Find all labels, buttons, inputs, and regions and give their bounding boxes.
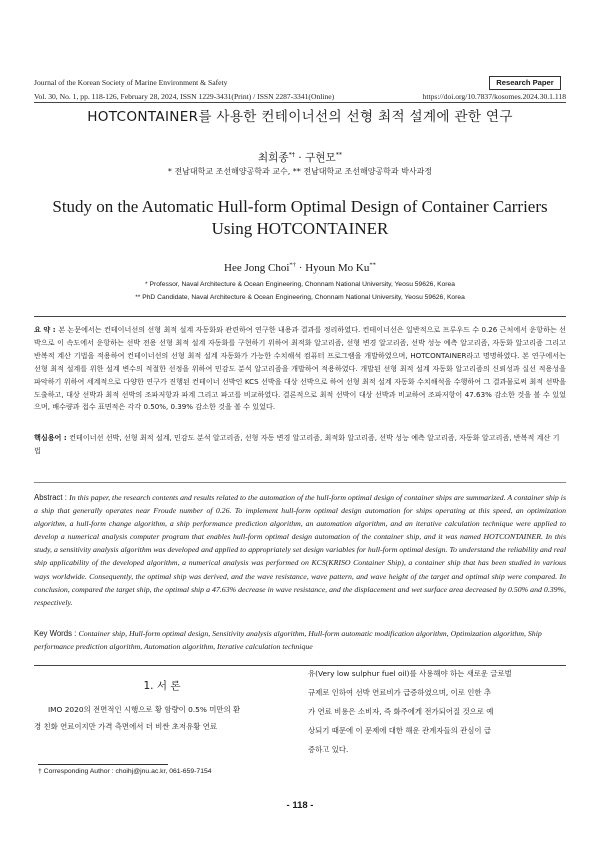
abstract-top-rule (34, 316, 566, 317)
korean-title: HOTCONTAINER를 사용한 컨테이너선의 선형 최적 설계에 관한 연구 (87, 109, 513, 125)
dagger-mark: † (38, 768, 42, 775)
korean-affiliation: * 전남대학교 조선해양공학과 교수, ** 전남대학교 조선해양공학과 박사과정 (167, 167, 433, 176)
korean-author-separator: · (294, 152, 306, 164)
left-column-line-2: 경 친화 연료이지만 가격 측면에서 더 비싼 초저유황 연료 (34, 722, 218, 731)
english-abstract-label: Abstract : (34, 493, 70, 502)
english-author-2-mark: ** (369, 261, 376, 269)
doi-link[interactable]: https://doi.org/10.7837/kosomes.2024.30.1.118 (422, 92, 566, 101)
korean-abstract (34, 324, 566, 414)
footnote-rule (38, 764, 168, 765)
keywords-rule (34, 482, 566, 483)
korean-authors (0, 150, 600, 165)
volume-issn-line: Vol. 30, No. 1, pp. 118-126, February 28, 2024, ISSN 1229-3431(Print) / ISSN 2287-3341(Online) (34, 92, 335, 101)
korean-abstract-label: 요 약 : (34, 325, 59, 334)
right-column-line-3: 가 연료 비용은 소비자, 즉 화주에게 전가되어질 것으로 예 (308, 707, 494, 716)
left-column-line-1: IMO 2020의 전면적인 시행으로 황 함량이 0.5% 미만의 환 (48, 705, 241, 714)
korean-keywords-text: 컨테이너선 선박, 선형 최적 설계, 민감도 분석 알고리즘, 선형 자동 변경 알고리즘, 최적화 알고리즘, 선박 성능 예측 알고리즘, 자동화 알고리즘, 반복적 계산 기법 (34, 433, 560, 455)
korean-keywords-label: 핵심용어 : (34, 433, 70, 442)
korean-keywords (34, 432, 566, 458)
english-abstract-text: In this paper, the research contents and results related to the automation of the hull-form optimal design of container ships are summarized. A container ship is a ship that generally operates near Froude number of 0.26. To implement hull-form optimal design automation for ships operating at this speed, an optimization algorithm, a hull-form change algorithm, a ship performance prediction algorithm, an automation algorithm, and an iterative calculation technique were applied to develop a numerical analysis computer program that enables hull-form optimal design automation of the container ship, and it was named HOTCONTAINER. In this study, a sensitivity analysis algorithm was developed and applied to appropriately set design variables for hull-form optimal design. To understand the reliability and real ship applicability of the developed algorithm, a numerical analysis was performed on KCS(KRISO Container Ship), a container ship that has been studied in various ways worldwide. Consequently, the optimal ship was derived, and the wave resistance, wave pattern, and wave height of the target and optimal ship were compared. In conclusion, compared the target ship, the optimal ship a 47.63% decrease in wave resistance, and the displacement and wet surface area decreased by 0.50% and 0.39%, respectively. (34, 493, 566, 607)
english-keywords-text: Container ship, Hull-form optimal design, Sensitivity analysis algorithm, Hull-form automatic modification algorithm, Optimization algorithm, Ship performance prediction algorithm, Automation algorithm, Iterative calculation technique (34, 629, 542, 652)
english-affiliation-2: ** PhD Candidate, Naval Architecture & Ocean Engineering, Chonnam National University, Yeosu 59626, Korea (135, 294, 465, 301)
journal-name: Journal of the Korean Society of Marine Environment & Safety (34, 78, 228, 87)
english-author-1: Hee Jong Choi (224, 262, 290, 274)
english-title-line-1: Study on the Automatic Hull-form Optimal Design of Container Carriers (52, 197, 548, 216)
section-heading-introduction: 1. 서 론 (143, 680, 181, 692)
english-author-1-mark: *† (289, 261, 297, 269)
english-keywords-label: Key Words : (34, 629, 79, 638)
research-paper-badge: Research Paper (489, 76, 561, 90)
korean-author-1: 최희종 (257, 152, 289, 164)
english-abstract (34, 491, 566, 609)
korean-author-2: 구현모 (305, 152, 336, 164)
english-keywords (34, 627, 566, 653)
right-column-line-5: 증하고 있다. (308, 745, 349, 754)
right-column-line-1: 유(Very low sulphur fuel oil)를 사용해야 하는 새로운 글로벌 (308, 669, 512, 678)
english-affiliation-1: * Professor, Naval Architecture & Ocean Engineering, Chonnam National University, Yeosu 59626, Korea (145, 281, 455, 288)
header-rule (34, 102, 566, 103)
english-author-2: Hyoun Mo Ku (305, 262, 370, 274)
right-column-line-4: 상되기 때문에 이 문제에 대한 해운 관계자들의 관심이 급 (308, 726, 492, 735)
korean-author-2-mark: ** (335, 151, 343, 159)
english-title-line-2: Using HOTCONTAINER (211, 219, 389, 238)
english-authors (0, 262, 600, 274)
corresponding-author-footnote (38, 768, 212, 775)
english-title (40, 196, 560, 240)
right-column-line-2: 규제로 인하여 선박 연료비가 급증하였으며, 이로 인한 추 (308, 688, 492, 697)
page-number: - 118 - (286, 800, 314, 811)
footnote-text: Corresponding Author : choihj@jnu.ac.kr, 061-659-7154 (41, 768, 212, 775)
english-author-separator: · (296, 262, 306, 274)
korean-author-1-mark: *† (288, 151, 295, 159)
korean-abstract-text: 본 논문에서는 컨테이너선의 선형 최적 설계 자동화와 관련하여 연구한 내용과 결과를 정리하였다. 컨테이너선은 일반적으로 프루우드 수 0.26 근처에서 운항하는 선박으로 이 속도에서 운항하는 선박 전용 선형 최적 설계 자동화를 구현하기 위하여 최적화 알고리즘, 선형 변경 알고리즘, 선박 성능 예측 알고리즘, 자동화 알고리즘 그리고 반복적 계산 기법을 적용하여 컨테이너선의 선형 최적 설계 자동화가 가능한 수치해석 컴퓨터 프로그램을 개발하였으며, HOTCONTAINER라고 명명하였다. 본 연구에서는 선형 최적 설계를 위한 설계 변수의 적절한 선정을 위하여 민감도 분석 알고리즘을 개발하여 적용하였다. 개발된 선형 최적 설계 자동화 알고리즘의 신뢰성과 실선 적용성을 파악하기 위하여 세계적으로 다양한 연구가 진행된 컨테이너 선박인 KCS 선박을 대상 선박으로 하여 선형 최적 설계 자동화 수치해석을 수행하여 그 결과물로써 최적 선박을 도출하고, 대상 선박과 최적 선박의 조파저항과 파계 그리고 파고를 비교하였다. 결론적으로 최적 선박이 대상 선박과 비교하여 조파저항이 47.63% 감소한 것을 볼 수 있었으며, 배수량과 접수 표면적은 각각 0.50%, 0.39% 감소한 것을 볼 수 있었다. (34, 325, 566, 412)
